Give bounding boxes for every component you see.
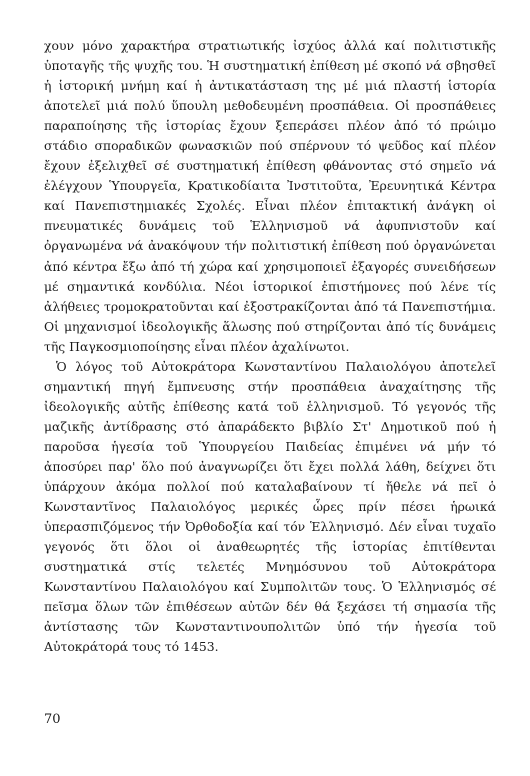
paragraph-1: χουν μόνο χαρακτήρα στρατιωτικής ἰσχύος ἀλλά καί πολιτιστικῆς ὑποταγῆς τῆς ψυχῆς του. Ἡ συστηματική ἐπίθεση μέ σκοπό νά σβησθεῖ ἡ ἱστορική μνήμη καί ἡ ἀντικατάσταση της μέ μιά πλαστή ἱστορία ἀποτελεῖ μιά πολύ ὕπουλη μεθοδευμένη προσπάθεια. Οἱ προσπάθειες παραποίησης τῆς ἱστορίας ἔχουν ξεπεράσει πλέον ἀπό τό πρώιμο στάδιο σποραδικῶν φωνασκιῶν πού σπέρνουν τό ψεῦδος καί πλέον ἔχουν ἐξελιχθεῖ σέ συστηματική ἐπίθεση φθάνοντας στό σημεῖο νά ἐλέγχουν Ὑπουργεῖα, Κρατικοδίαιτα Ἰνστιτοῦτα, Ἐρευνητικά Κέντρα καί Πανεπιστημιακές Σχολές. Εἶναι πλέον ἐπιτακτική ἀνάγκη οἱ πνευματικές δυνάμεις τοῦ Ἑλληνισμοῦ νά ἀφυπνιστοῦν καί ὀργανωμένα νά ἀνακόψουν τήν πολιτιστική ἐπίθεση πού ὀργανώνεται ἀπό κέντρα ἔξω ἀπό τή χώρα καί χρησιμοποιεῖ ἐξαγορές συνειδήσεων μέ σημαντικά κονδύλια. Νέοι ἱστορικοί ἐπιστήμονες πού λένε τίς ἀλήθειες τρομοκρατοῦνται καί ἐξοστρακίζονται ἀπό τά Πανεπιστήμια. Οἱ μηχανισμοί ἰδεολογικῆς ἅλωσης πού στηρίζονται ἀπό τίς δυνάμεις τῆς Παγκοσμιοποίησης εἶναι πλέον ἀχαλίνωτοι. <box>44 38 496 354</box>
paragraph-2: Ὁ λόγος τοῦ Αὐτοκράτορα Κωνσταντίνου Παλαιολόγου ἀποτελεῖ σημαντική πηγή ἔμπνευσης στήν προσπάθεια ἀναχαίτησης τῆς ἰδεολογικῆς αὐτῆς ἐπίθεσης κατά τοῦ ἑλληνισμοῦ. Τό γεγονός τῆς μαζικῆς ἀντίδρασης στό ἀπαράδεκτο βιβλίο Στ' Δημοτικοῦ πού ἡ παροῦσα ἡγεσία τοῦ Ὑπουργείου Παιδείας ἐπιμένει νά μήν τό ἀποσύρει παρ' ὅλο πού ἀναγνωρίζει ὅτι ἔχει πολλά λάθη, δείχνει ὅτι ὑπάρχουν ἀκόμα πολλοί πού καταλαβαίνουν τί ἤθελε νά πεῖ ὁ Κωνσταντῖνος Παλαιολόγος μερικές ὧρες πρίν πέσει ἡρωικά ὑπερασπιζόμενος τήν Ὀρθοδοξία καί τόν Ἑλληνισμό. Δέν εἶναι τυχαῖο γεγονός ὅτι ὅλοι οἱ ἀναθεωρητές τῆς ἱστορίας ἐπιτίθενται συστηματικά στίς τελετές Μνημόσυνου τοῦ Αὐτοκράτορα Κωνσταντίνου Παλαιολόγου καί Συμπολιτῶν τους. Ὁ Ἑλληνισμός σέ πεῖσμα ὅλων τῶν ἐπιθέσεων αὐτῶν δέν θά ξεχάσει τή σημασία τῆς ἀντίστασης τῶν Κωνσταντινουπολιτῶν ὑπό τήν ἡγεσία τοῦ Αὐτοκράτορά τους τό 1453. <box>44 358 496 655</box>
page-number: 70 <box>44 712 61 727</box>
body-text <box>44 36 496 657</box>
